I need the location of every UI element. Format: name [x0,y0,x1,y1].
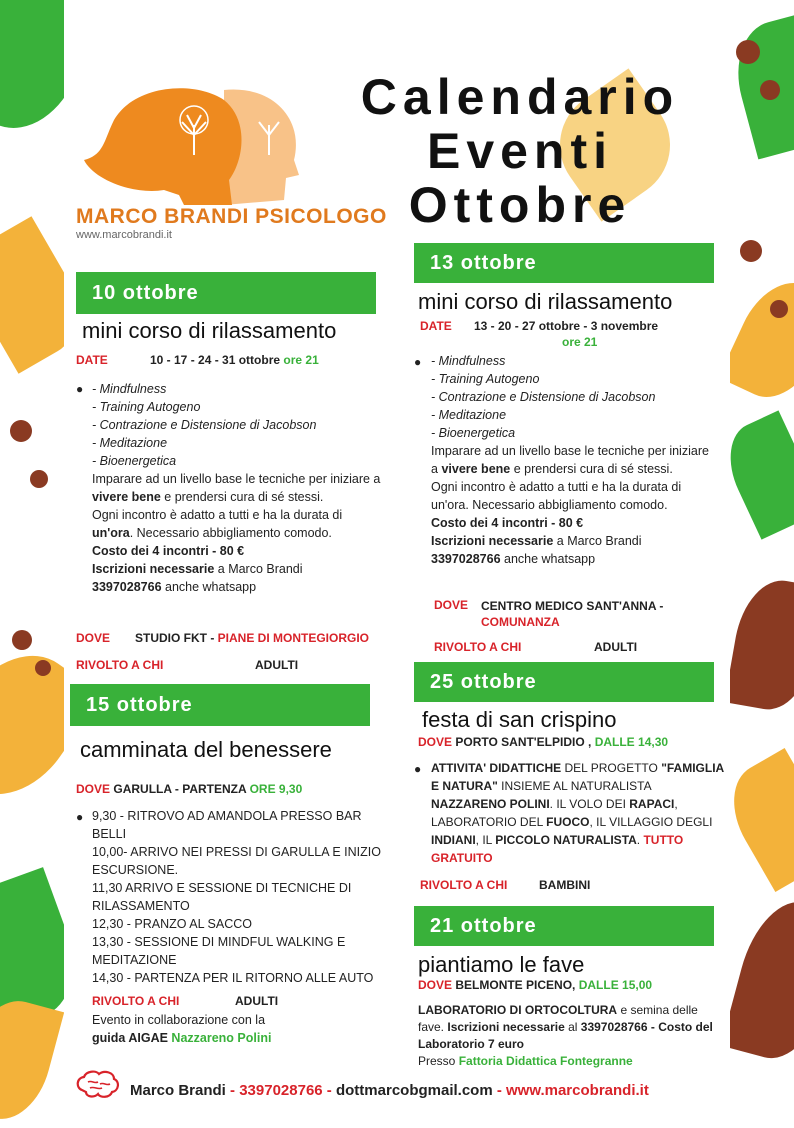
event1-target: ADULTI [255,658,299,672]
event2-time: ore 21 [562,335,598,349]
event1-where: STUDIO FKT - PIANE DI MONTEGIORGIO [135,631,370,645]
event3-bullet: ● [76,810,84,824]
event1-target-label: RIVOLTO A CHI [76,658,164,672]
event3-date-bar: 15 ottobre [70,684,370,726]
event3-where: DOVE GARULLA - PARTENZA ORE 9,30 [76,782,303,796]
event4-bullet: ● [414,762,422,776]
event1-body: - Mindfulness - Training Autogeno - Contrazione e Distensione di Jacobson - Meditazione - Bioenergetica Imparare ad un livello base le tecniche per iniziare a vivere bene e prendersi cura di sé stessi. Ogni incontro è adatto a tutti e ha la durata di un'ora. Necessario abbigliamento comodo. Costo dei 4 incontri - 80 € Iscrizioni necessarie a Marco Brandi 3397028766 anche whatsapp [92,382,381,594]
event3-collab: Evento in collaborazione con la guida AIGAE Nazzareno Polini [92,1013,272,1045]
title-line-1: Calendario [360,69,680,125]
event5-description: LABORATORIO DI ORTOCOLTURA e semina delle fave. Iscrizioni necessarie al 3397028766 - Costo del Laboratorio 7 euro Presso Fattoria Didattica Fontegranne [418,1003,713,1068]
logo-url[interactable]: www.marcobrandi.it [76,229,172,241]
event4-date-bar: 25 ottobre [414,662,714,702]
event3-target-label: RIVOLTO A CHI [92,994,180,1008]
event2-where-label: DOVE [434,598,469,612]
event2-target: ADULTI [594,640,638,654]
event5-title: piantiamo le fave [418,952,585,977]
footer-phone[interactable]: 3397028766 [239,1082,323,1099]
footer-contacts: Marco Brandi - 3397028766 - dottmarcobgmail.com - www.marcobrandi.it [130,1082,649,1099]
title-line-2: Eventi [426,123,614,179]
event4-title: festa di san crispino [422,707,617,732]
brain-icon [74,1070,120,1106]
event3-title: camminata del benessere [80,737,332,762]
event4-target: BAMBINI [539,878,591,892]
event1-dates: 10 - 17 - 24 - 31 ottobre ore 21 [150,353,319,367]
event2-body: - Mindfulness - Training Autogeno - Contrazione e Distensione di Jacobson - Meditazione - Bioenergetica Imparare ad un livello base le tecniche per iniziare a vivere bene e prendersi cura di sé stessi. Ogni incontro è adatto a tutti e ha la durata di un'ora. Necessario abbigliamento comodo. Costo dei 4 incontri - 80 € Iscrizioni necessarie a Marco Brandi 3397028766 anche whatsapp [431,354,709,566]
footer-name: Marco Brandi [130,1082,226,1099]
event2-date-label: DATE [420,319,452,333]
event4-activities: ATTIVITA' DIDATTICHE DEL PROGETTO "FAMIGLIA E NATURA" INSIEME AL NATURALISTA NAZZARENO POLINI. IL VOLO DEI RAPACI, LABORATORIO DEL FUOCO, IL VILLAGGIO DEGLI INDIANI, IL PICCOLO NATURALISTA. TUTTO GRATUITO [431,761,724,865]
event1-where-label: DOVE [76,631,111,645]
event1-title: mini corso di rilassamento [82,318,337,343]
event2-bullet: ● [414,355,422,369]
title-line-3: Ottobre [408,177,632,233]
event4-target-label: RIVOLTO A CHI [420,878,508,892]
event1-date-bar: 10 ottobre [76,272,376,314]
event2-dates: 13 - 20 - 27 ottobre - 3 novembre [474,319,659,333]
event1-bullet: ● [76,382,84,396]
event4-where: DOVE PORTO SANT'ELPIDIO , DALLE 14,30 [418,735,669,749]
event5-date-bar: 21 ottobre [414,906,714,946]
logo-name: MARCO BRANDI PSICOLOGO [76,205,387,228]
event2-title: mini corso di rilassamento [418,289,673,314]
event3-program: 9,30 - RITROVO AD AMANDOLA PRESSO BAR BELLI 10,00- ARRIVO NEI PRESSI DI GARULLA E INIZIO ESCURSIONE. 11,30 ARRIVO E SESSIONE DI TECNICHE DI RILASSAMENTO 12,30 - PRANZO AL SACCO 13,30 - SESSIONE DI MINDFUL WALKING E MEDITAZIONE 14,30 - PARTENZA PER IL RITORNO ALLE AUTO [92,809,381,985]
event5-where: DOVE BELMONTE PICENO, DALLE 15,00 [418,978,653,992]
page-title [330,70,710,232]
event1-date-label: DATE [76,353,108,367]
psychologist-heads-icon [74,80,374,210]
event2-target-label: RIVOLTO A CHI [434,640,522,654]
event2-where-red: COMUNANZA [481,615,560,629]
event2-where: CENTRO MEDICO SANT'ANNA - [481,599,664,613]
event2-date-bar: 13 ottobre [414,243,714,283]
event3-target: ADULTI [235,994,279,1008]
footer-email[interactable]: dottmarcobgmail.com [335,1082,493,1099]
footer-website[interactable]: www.marcobrandi.it [506,1082,649,1099]
